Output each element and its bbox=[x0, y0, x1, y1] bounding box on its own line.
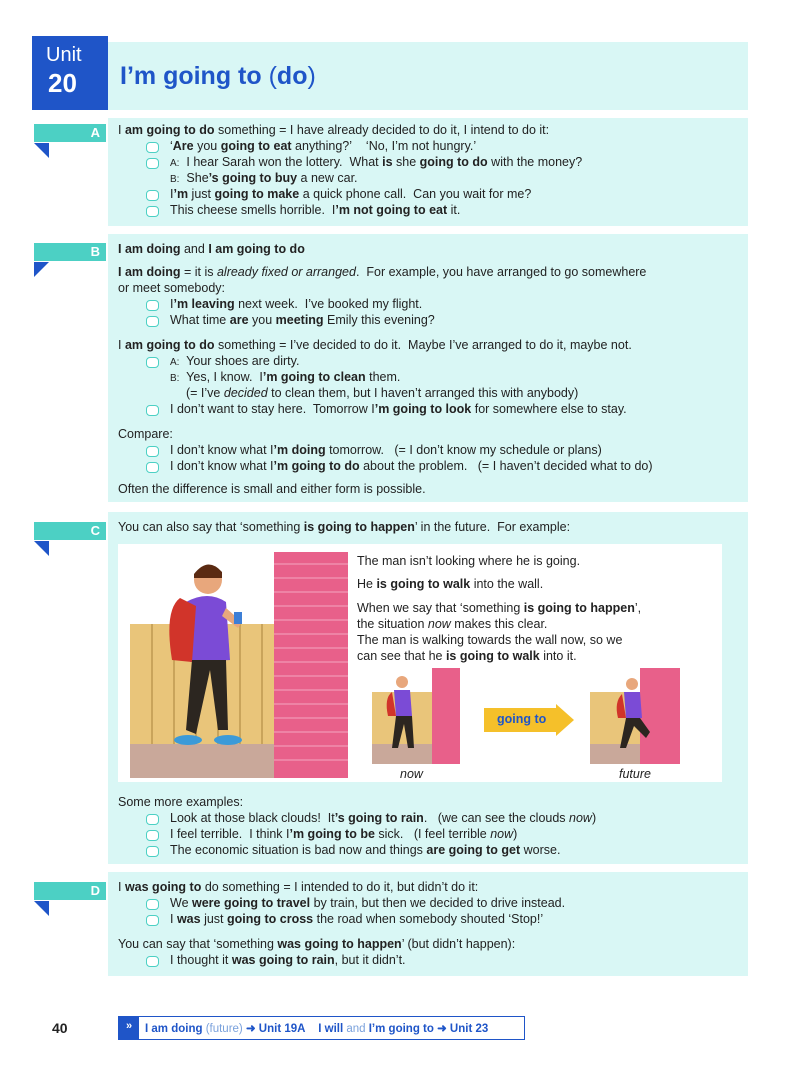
section-a-letter: A bbox=[34, 124, 106, 142]
a-ex1: ‘Are you going to eat anything?’ ‘No, I’m not hungry.’ bbox=[170, 139, 477, 153]
bullet-icon bbox=[146, 846, 159, 857]
c-more: Some more examples: bbox=[118, 795, 244, 809]
c-ex3: The economic situation is bad now and things are going to get worse. bbox=[170, 843, 561, 857]
d-rule: I was going to do something = I intended to do it, but didn’t do it: bbox=[118, 880, 479, 894]
c-ex1: Look at those black clouds! It’s going to rain. (we can see the clouds now) bbox=[170, 811, 597, 825]
illus-caption-6: can see that he is going to walk into it. bbox=[357, 649, 577, 663]
c-intro: You can also say that ‘something is going to happen’ in the future. For example: bbox=[118, 520, 571, 534]
b-compare: Compare: bbox=[118, 427, 173, 441]
bullet-icon bbox=[146, 405, 159, 416]
now-illustration bbox=[372, 668, 460, 764]
bullet-icon bbox=[146, 300, 159, 311]
bullet-icon bbox=[146, 830, 159, 841]
d-rule2: You can say that ‘something was going to happen’ (but didn’t happen): bbox=[118, 937, 516, 951]
a-ex3: I’m just going to make a quick phone call. Can you wait for me? bbox=[170, 187, 532, 201]
chevron-icon: » bbox=[119, 1017, 139, 1039]
b-note: Often the difference is small and either form is possible. bbox=[118, 482, 426, 496]
b-ex3a: A: Your shoes are dirty. bbox=[170, 354, 300, 368]
unit-number: 20 bbox=[48, 68, 77, 98]
bullet-icon bbox=[146, 357, 159, 368]
d-ex1: We were going to travel by train, but then we decided to drive instead. bbox=[170, 896, 566, 910]
unit-word: Unit bbox=[46, 44, 82, 66]
a-ex2a: A: I hear Sarah won the lottery. What is she going to do with the money? bbox=[170, 155, 583, 169]
bullet-icon bbox=[146, 158, 159, 169]
illus-caption-4: the situation now makes this clear. bbox=[357, 617, 548, 631]
illus-caption-1: The man isn’t looking where he is going. bbox=[357, 554, 581, 568]
cross-reference-box[interactable] bbox=[118, 1016, 525, 1040]
future-illustration bbox=[590, 668, 680, 764]
bullet-icon bbox=[146, 956, 159, 967]
section-a-marker bbox=[34, 143, 49, 158]
b-ex2: What time are you meeting Emily this evening? bbox=[170, 313, 435, 327]
bullet-icon bbox=[146, 190, 159, 201]
bullet-icon bbox=[146, 142, 159, 153]
man-walking-illustration bbox=[130, 550, 348, 778]
b-ex3c: (= I’ve decided to clean them, but I haven’t arranged this with anybody) bbox=[186, 386, 579, 400]
title-bar bbox=[108, 42, 748, 110]
a-rule: I am going to do something = I have already decided to do it, I intend to do it: bbox=[118, 123, 550, 137]
page-number: 40 bbox=[52, 1020, 68, 1036]
bullet-icon bbox=[146, 915, 159, 926]
section-c-letter: C bbox=[34, 522, 106, 540]
unit-badge bbox=[32, 36, 108, 110]
page-title: I’m going to (do) bbox=[120, 62, 316, 90]
illus-caption-5: The man is walking towards the wall now, so we bbox=[357, 633, 623, 647]
section-b-letter: B bbox=[34, 243, 106, 261]
bullet-icon bbox=[146, 206, 159, 217]
b-ex4: I don’t want to stay here. Tomorrow I’m going to look for somewhere else to stay. bbox=[170, 402, 627, 416]
b-def2: I am going to do something = I’ve decided to do it. Maybe I’ve arranged to do it, maybe not. bbox=[118, 338, 632, 352]
illus-caption-3: When we say that ‘something is going to happen’, bbox=[357, 601, 642, 615]
d-ex3: I thought it was going to rain, but it didn’t. bbox=[170, 953, 406, 967]
cross-reference-links[interactable]: I am doing (future) ➜ Unit 19A I will and I’m going to ➜ Unit 23 bbox=[145, 1023, 489, 1035]
bullet-icon bbox=[146, 446, 159, 457]
b-def1: I am doing = it is already fixed or arranged. For example, you have arranged to go somewhere bbox=[118, 265, 647, 279]
section-b-marker bbox=[34, 262, 49, 277]
b-cmp1: I don’t know what I’m doing tomorrow. (= I don’t know my schedule or plans) bbox=[170, 443, 602, 457]
b-ex1: I’m leaving next week. I’ve booked my flight. bbox=[170, 297, 423, 311]
section-d-marker bbox=[34, 901, 49, 916]
a-ex4: This cheese smells horrible. I’m not going to eat it. bbox=[170, 203, 461, 217]
bullet-icon bbox=[146, 462, 159, 473]
b-def1-cont: or meet somebody: bbox=[118, 281, 225, 295]
b-ex3b: B: Yes, I know. I’m going to clean them. bbox=[170, 370, 401, 384]
illus-caption-2: He is going to walk into the wall. bbox=[357, 577, 544, 591]
a-ex2b: B: She’s going to buy a new car. bbox=[170, 171, 358, 185]
d-ex2: I was just going to cross the road when somebody shouted ‘Stop!’ bbox=[170, 912, 544, 926]
label-now: now bbox=[400, 767, 423, 781]
bullet-icon bbox=[146, 899, 159, 910]
section-c-marker bbox=[34, 541, 49, 556]
bullet-icon bbox=[146, 814, 159, 825]
section-d-letter: D bbox=[34, 882, 106, 900]
label-future: future bbox=[619, 767, 651, 781]
arrow-label: going to bbox=[497, 712, 547, 726]
b-heading: I am doing and I am going to do bbox=[118, 242, 305, 256]
bullet-icon bbox=[146, 316, 159, 327]
c-ex2: I feel terrible. I think I’m going to be sick. (I feel terrible now) bbox=[170, 827, 518, 841]
b-cmp2: I don’t know what I’m going to do about the problem. (= I haven’t decided what to do) bbox=[170, 459, 653, 473]
